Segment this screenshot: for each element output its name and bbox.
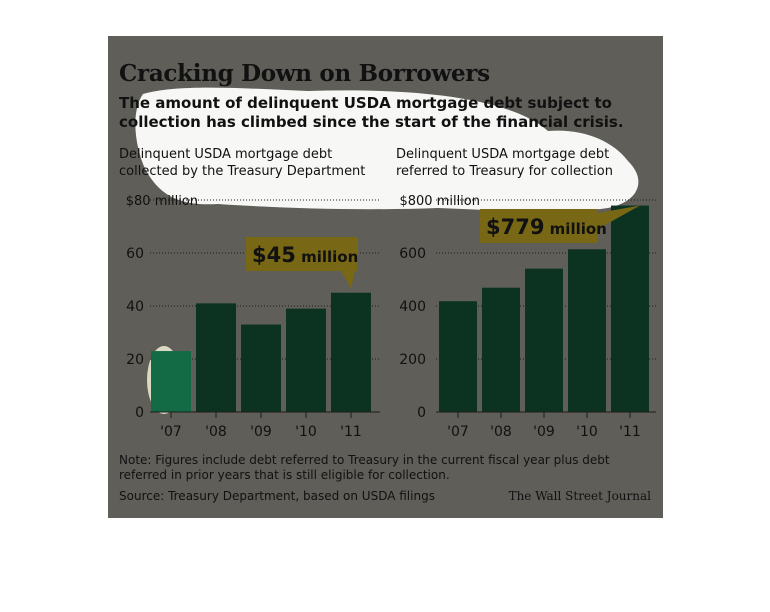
right-callout-unit: million [544,220,607,238]
left-bar [151,351,191,412]
right-bar [482,288,520,412]
right-chart-label: Delinquent USDA mortgage debt referred to Treasury for collection [396,147,613,179]
right-xtick-label: '07 [447,424,469,440]
subtitle: The amount of delinquent USDA mortgage debt subject to collection has climbed since the start of the financial crisis. [119,94,624,131]
left-callout-pointer [341,271,355,289]
left-ytick-label: 40 [126,299,144,315]
right-bar [568,249,606,412]
left-xtick-label: '11 [340,424,362,440]
right-xtick-label: '10 [576,424,598,440]
right-bar [439,301,477,412]
bar-charts [108,36,663,518]
chart-panel [108,36,663,518]
right-ytick-label: 600 [399,246,426,262]
left-ytick-label: $80 million [125,194,198,209]
publication-credit: The Wall Street Journal [508,489,651,503]
left-bar [241,325,281,412]
left-bar [286,309,326,412]
right-xtick-label: '11 [619,424,641,440]
left-xtick-label: '08 [205,424,227,440]
right-callout-value: $779 [486,215,545,239]
left-chart-label: Delinquent USDA mortgage debt collected by the Treasury Department [119,147,366,179]
right-bar [611,206,649,412]
left-callout-value: $45 [252,243,296,267]
left-ytick-label: 60 [126,246,144,262]
left-callout [246,237,358,289]
left-xtick-label: '09 [250,424,272,440]
left-bar [196,303,236,412]
right-ytick-label: 0 [417,405,426,421]
left-callout-unit: million [295,248,359,266]
source-line: Source: Treasury Department, based on USDA filings [119,489,435,503]
left-bar [331,293,371,412]
left-ytick-label: 20 [126,352,144,368]
right-xtick-label: '09 [533,424,555,440]
page-title: Cracking Down on Borrowers [119,60,490,87]
right-ytick-label: 400 [399,299,426,315]
right-bar [525,269,563,412]
right-ytick-label: $800 million [399,194,480,209]
right-xtick-label: '08 [490,424,512,440]
right-ytick-label: 200 [399,352,426,368]
left-xtick-label: '10 [295,424,317,440]
left-xtick-label: '07 [160,424,182,440]
footnote: Note: Figures include debt referred to Treasury in the current fiscal year plus debt referred in prior years that is still eligible for collection. [119,453,610,482]
left-ytick-label: 0 [135,405,144,421]
